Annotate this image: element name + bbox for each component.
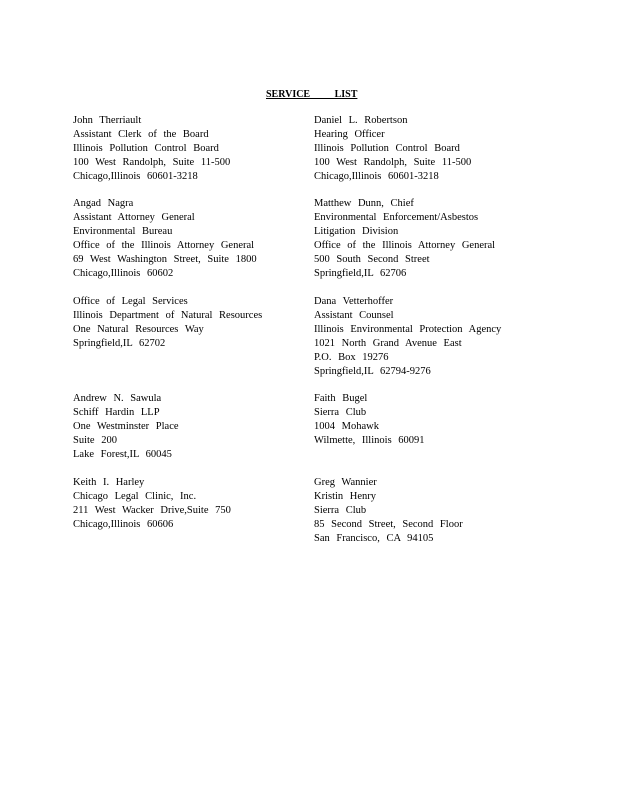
entry-line: 100 West Randolph, Suite 11-500	[314, 157, 472, 168]
entry-line: Assistant Clerk of the Board	[73, 129, 209, 140]
service-entry	[314, 295, 554, 379]
entry-line: 85 Second Street, Second Floor	[314, 519, 463, 530]
entry-line: Springfield,IL 62702	[73, 338, 166, 349]
entry-line: 69 West Washington Street, Suite 1800	[73, 254, 257, 265]
service-entry	[73, 114, 313, 184]
entry-line: Office of the Illinois Attorney General	[314, 240, 496, 251]
service-list-title: SERVICE LIST	[266, 89, 358, 100]
entry-line: 1021 North Grand Avenue East	[314, 338, 462, 349]
entry-line: Environmental Enforcement/Asbestos	[314, 212, 479, 223]
entry-line: Angad Nagra	[73, 198, 134, 209]
entry-line: Andrew N. Sawula	[73, 393, 162, 404]
service-entry	[314, 392, 554, 448]
entry-line: Assistant Attorney General	[73, 212, 195, 223]
entry-line: Illinois Pollution Control Board	[73, 143, 219, 154]
entry-line: Wilmette, Illinois 60091	[314, 435, 425, 446]
entry-line: Keith I. Harley	[73, 477, 145, 488]
entry-line: Chicago,Illinois 60602	[73, 268, 174, 279]
entry-line: Hearing Officer	[314, 129, 385, 140]
entry-line: Environmental Bureau	[73, 226, 173, 237]
entry-line: Springfield,IL 62706	[314, 268, 407, 279]
entry-line: San Francisco, CA 94105	[314, 533, 434, 544]
entry-line: Springfield,IL 62794-9276	[314, 366, 431, 377]
entry-line: 211 West Wacker Drive,Suite 750	[73, 505, 231, 516]
entry-line: 100 West Randolph, Suite 11-500	[73, 157, 231, 168]
entry-line: Illinois Pollution Control Board	[314, 143, 460, 154]
entry-line: Suite 200	[73, 435, 117, 446]
entry-line: Greg Wannier	[314, 477, 377, 488]
service-entry	[73, 197, 313, 281]
entry-line: Kristin Henry	[314, 491, 377, 502]
entry-line: Chicago Legal Clinic, Inc.	[73, 491, 197, 502]
entry-line: 500 South Second Street	[314, 254, 430, 265]
service-entry	[314, 114, 554, 184]
entry-line: Lake Forest,IL 60045	[73, 449, 172, 460]
entry-line: 1004 Mohawk	[314, 421, 379, 432]
service-entry	[73, 295, 313, 351]
entry-line: Schiff Hardin LLP	[73, 407, 160, 418]
entry-line: Illinois Environmental Protection Agency	[314, 324, 502, 335]
service-entry	[73, 392, 313, 462]
entry-line: Faith Bugel	[314, 393, 368, 404]
entry-line: Dana Vetterhoffer	[314, 296, 394, 307]
entry-line: Sierra Club	[314, 505, 367, 516]
service-entry	[314, 197, 554, 281]
service-entry	[314, 476, 554, 546]
entry-line: Chicago,Illinois 60601-3218	[314, 171, 439, 182]
entry-line: Illinois Department of Natural Resources	[73, 310, 263, 321]
service-entry	[73, 476, 313, 532]
entry-line: Sierra Club	[314, 407, 367, 418]
entry-line: John Therriault	[73, 115, 142, 126]
entry-line: Litigation Division	[314, 226, 399, 237]
entry-line: Chicago,Illinois 60601-3218	[73, 171, 198, 182]
entry-line: One Natural Resources Way	[73, 324, 204, 335]
entry-line: Assistant Counsel	[314, 310, 394, 321]
entry-line: P.O. Box 19276	[314, 352, 389, 363]
entry-line: Chicago,Illinois 60606	[73, 519, 174, 530]
entry-line: Office of the Illinois Attorney General	[73, 240, 255, 251]
entry-line: Office of Legal Services	[73, 296, 188, 307]
entry-line: Matthew Dunn, Chief	[314, 198, 414, 209]
entry-line: One Westminster Place	[73, 421, 179, 432]
entry-line: Daniel L. Robertson	[314, 115, 408, 126]
